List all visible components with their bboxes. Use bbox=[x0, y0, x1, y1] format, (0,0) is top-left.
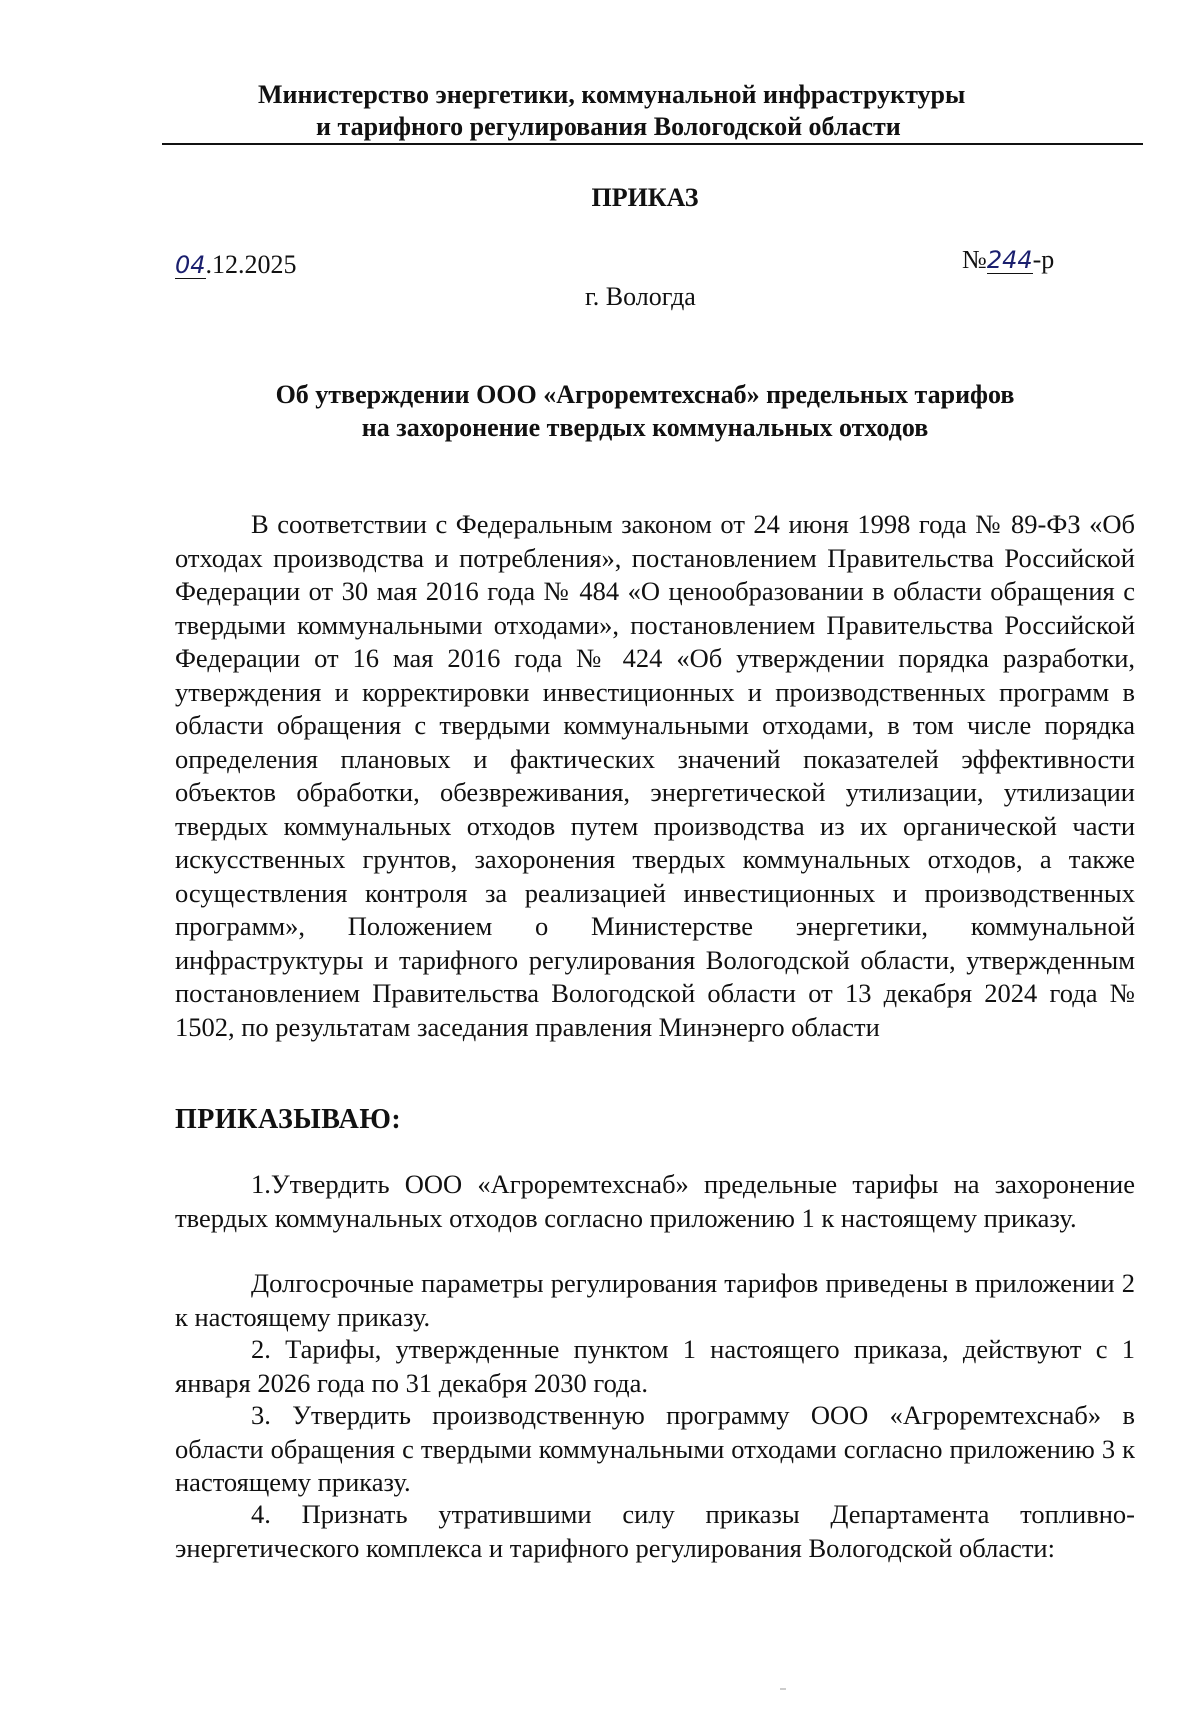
date-rest: .12.2025 bbox=[205, 250, 297, 279]
subject-line2: на захоронение твердых коммунальных отходов bbox=[361, 413, 929, 442]
item-1-long-term-params: Долгосрочные параметры регулирования тарифов приведены в приложении 2 к настоящему приказу. bbox=[175, 1268, 1135, 1332]
number-value-handwritten: 244 bbox=[986, 246, 1033, 274]
scan-speck bbox=[780, 1688, 786, 1690]
item-3: 3. Утвердить производственную программу ООО «Агроремтехснаб» в области обращения с твердыми коммунальными отходами согласно приложению 3 к настоящему приказу. bbox=[175, 1400, 1135, 1497]
preamble-paragraph: В соответствии с Федеральным законом от 24 июня 1998 года № 89-ФЗ «Об отходах производства и потребления», постановлением Правительства Российской Федерации от 30 мая 2016 года № 484 «О ценообразовании в области обращения с твердыми коммунальными отходами», постановлением Правительства Российской Федерации от 16 мая 2016 года № 424 «Об утверждении порядка разработки, утверждения и корректировки инвестиционных и производственных программ в области обращения с твердыми коммунальными отходами, в том числе порядка определения плановых и фактических значений показателей эффективности объектов обработки, обезвреживания, энергетической утилизации, утилизации твердых коммунальных отходов путем производства из их органической части искусственных грунтов, захоронения твердых коммунальных отходов, а также осуществления контроля за реализацией инвестиционных и производственных программ», Положением о Министерстве энергетики, коммунальной инфраструктуры и тарифного регулирования Вологодской области, утвержденным постановлением Правительства Вологодской области от 13 декабря 2024 года № 1502, по результатам заседания правления Минэнерго области bbox=[175, 509, 1135, 1042]
item-4: 4. Признать утратившими силу приказы Департамента топливно-энергетического комплекса и тарифного регулирования Вологодской области: bbox=[175, 1499, 1135, 1563]
ministry-name-line1: Министерство энергетики, коммунальной инфраструктуры bbox=[258, 80, 966, 109]
header-divider bbox=[162, 143, 1143, 145]
item-1: 1.Утвердить ООО «Агроремтехснаб» предельные тарифы на захоронение твердых коммунальных отходов согласно приложению 1 к настоящему приказу. bbox=[175, 1169, 1135, 1233]
document-date bbox=[175, 250, 297, 280]
document-type: ПРИКАЗ bbox=[591, 183, 699, 212]
decree-word: ПРИКАЗЫВАЮ: bbox=[175, 1104, 402, 1135]
item-2: 2. Тарифы, утвержденные пунктом 1 настоящего приказа, действуют с 1 января 2026 года по 31 декабря 2030 года. bbox=[175, 1334, 1135, 1398]
number-suffix: -р bbox=[1032, 245, 1055, 274]
subject-line1: Об утверждении ООО «Агроремтехснаб» предельных тарифов bbox=[275, 380, 1015, 409]
number-prefix: № bbox=[962, 245, 987, 274]
city: г. Вологда bbox=[585, 282, 696, 311]
ministry-name-line2: и тарифного регулирования Вологодской области bbox=[316, 112, 901, 141]
document-number bbox=[962, 245, 1054, 275]
date-day-handwritten: 04 bbox=[175, 251, 206, 279]
